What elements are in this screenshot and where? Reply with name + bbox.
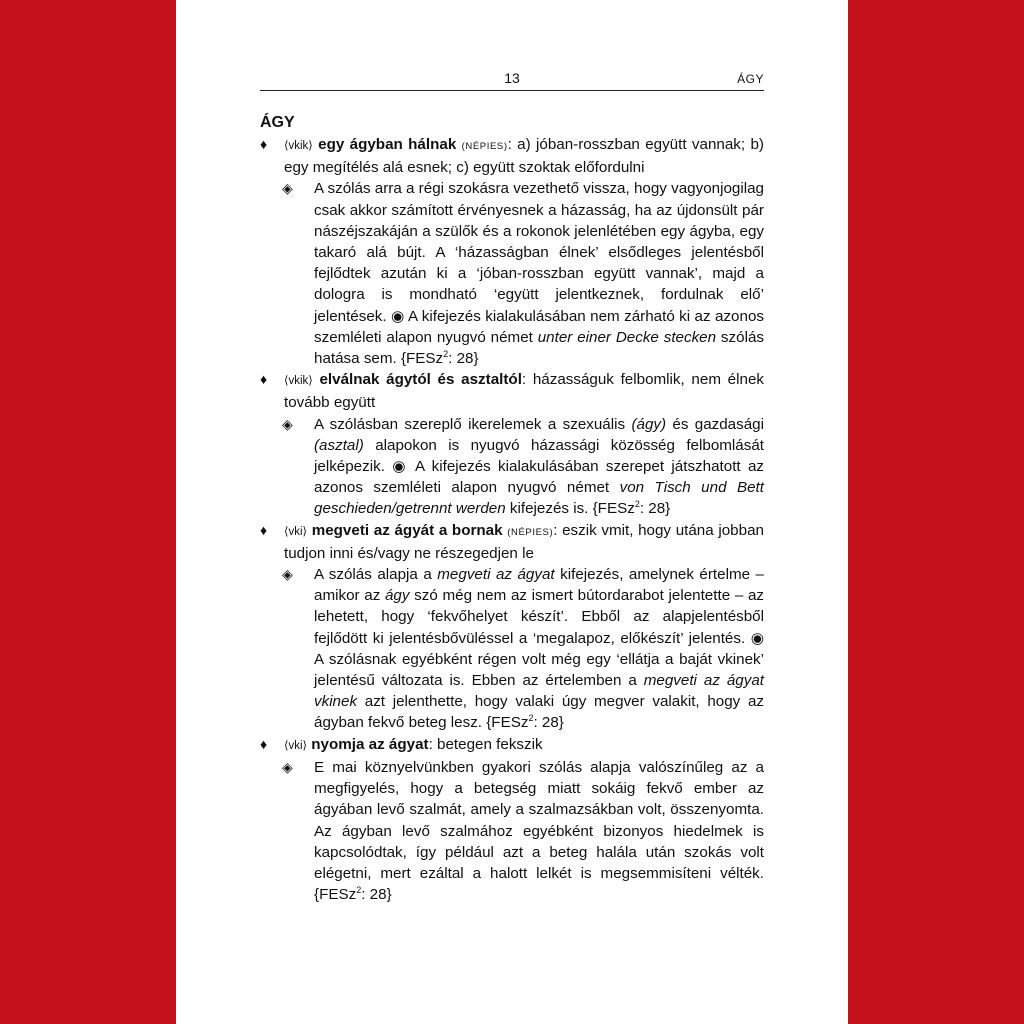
register-label: (NÉPIES) bbox=[507, 526, 554, 538]
note-diamond-icon: ◈ bbox=[282, 415, 293, 432]
explanation-text: A szólás alapja a bbox=[314, 566, 438, 584]
entry-explanation bbox=[260, 564, 764, 734]
entry-explanation bbox=[260, 178, 764, 369]
entry-phrase: egy ágyban hálnak bbox=[318, 136, 457, 153]
italic-term: (ágy) bbox=[631, 415, 667, 433]
citation-text: : 28} bbox=[639, 500, 671, 518]
headword: ÁGY bbox=[260, 114, 295, 131]
context-marker: ⟨vki⟩ bbox=[284, 739, 308, 752]
context-marker: ⟨vki⟩ bbox=[284, 525, 308, 538]
explanation-text: és gazdasági bbox=[666, 415, 764, 433]
context-marker: ⟨vkik⟩ bbox=[284, 375, 313, 388]
italic-term: (asztal) bbox=[314, 436, 364, 454]
explanation-text: azt jelenthette, hogy valaki úgy megver valakit, hogy az ágyban fekvő beteg lesz. {FESz bbox=[314, 693, 764, 732]
running-head: ÁGY bbox=[737, 72, 764, 86]
entry-phrase: megveti az ágyát a bornak bbox=[311, 521, 503, 539]
italic-term: ágy bbox=[384, 587, 410, 605]
explanation-text: szó még nem az ismert bútordarabot jelentette – az lehetett, hogy ‘fekvőhelyet készít’. Ebből az alapjelentésből fejlődött ki jelentésbővüléssel a ‘megalapoz, előkészít’ jelentés. ◉ A szólásnak egyébként régen volt még egy ‘ellátja a baját vkinek’ jelentésű változata is. Ebben az értelemben a bbox=[314, 587, 764, 690]
citation-text: : 28} bbox=[533, 714, 564, 732]
italic-term: megveti az ágyat bbox=[437, 566, 555, 584]
explanation-text: kifejezés is. {FESz bbox=[505, 500, 635, 518]
diamond-bullet-icon: ♦ bbox=[260, 735, 268, 752]
italic-term: megveti az ágyat vkinek bbox=[314, 672, 765, 711]
explanation-text: A szólásban szereplő ikerelemek a szexuális bbox=[314, 415, 632, 433]
foreign-phrase: unter einer Decke stecken bbox=[537, 328, 717, 346]
entry bbox=[260, 134, 764, 178]
explanation-text: E mai köznyelvünkben gyakori szólás alapja valószínűleg az a megfigyelés, hogy a betegség miatt sokáig fekvő ember az ágyában levő szalmát, amely a szalmazsákban volt, összenyomta. Az ágyban levő szalmához egyébként bizonyos hiedelmek is kapcsolódtak, így például azt a beteg halála után szokás volt elégetni, mert ezáltal a halott lelkét is megsemmisíteni vélték. {FESz bbox=[314, 758, 764, 904]
entry-explanation bbox=[260, 414, 764, 520]
context-marker: ⟨vkik⟩ bbox=[284, 140, 313, 152]
explanation-text: kifejezés, amelynek értelme – amikor az bbox=[314, 566, 764, 605]
entry-definition bbox=[284, 369, 764, 413]
explanation-text: alapokon is nyugvó házassági közösség felbomlását jelképezik. ◉ A kifejezés kialakulásában szerepet játszhatott az azonos szemléleti alapon nyugvó német bbox=[314, 436, 764, 497]
dictionary-content bbox=[260, 112, 764, 905]
entry-definition bbox=[284, 734, 764, 757]
note-diamond-icon: ◈ bbox=[282, 566, 293, 583]
entry bbox=[260, 734, 764, 757]
citation-text: : 28} bbox=[361, 886, 392, 904]
page-number: 13 bbox=[504, 70, 520, 86]
definition-text: : a) jóban-rosszban együtt vannak; b) egy megítélés alá esnek; c) együtt szoktak előfordulni bbox=[284, 136, 764, 177]
diamond-bullet-icon: ♦ bbox=[260, 371, 268, 388]
superscript: 2 bbox=[528, 713, 534, 724]
page-header bbox=[260, 68, 764, 91]
superscript: 2 bbox=[634, 499, 640, 510]
definition-text: : eszik vmit, hogy utána jobban tudjon inni és/vagy ne részegedjen le bbox=[284, 521, 764, 562]
entry-definition bbox=[284, 520, 764, 564]
superscript: 2 bbox=[356, 885, 362, 896]
entry bbox=[260, 369, 764, 413]
foreign-phrase: von Tisch und Bett geschieden/getrennt werden bbox=[314, 479, 764, 518]
citation-text: : 28} bbox=[448, 350, 479, 368]
note-diamond-icon: ◈ bbox=[282, 758, 293, 775]
diamond-bullet-icon: ♦ bbox=[260, 136, 268, 152]
entry bbox=[260, 520, 764, 564]
explanation-text: A szólás arra a régi szokásra vezethető vissza, hogy vagyonjogilag csak akkor számított érvényesnek a házasság, ha az újdonsült pár nászéjszakáján a szülők és a rokonok jelenlétében egy ágyba, egy takaró alá bújt. A ‘házasságban élnek’ elsődleges jelentésből fejlődtek azután ki a ‘jóban-rosszban együtt vannak’, majd a dologra is mondható ‘együtt jelentkeznek, fordulnak elő’ jelentések. ◉ A kifejezés kialakulásában nem zárható ki az azonos szemléleti alapon nyugvó német bbox=[314, 180, 764, 346]
entry-phrase: nyomja az ágyat bbox=[311, 735, 429, 753]
entry-phrase: elválnak ágytól és asztaltól bbox=[319, 371, 522, 389]
explanation-text: szólás hatása sem. {FESz bbox=[314, 328, 764, 368]
entry-explanation bbox=[260, 757, 764, 905]
superscript: 2 bbox=[443, 348, 449, 359]
register-label: (NÉPIES) bbox=[461, 141, 508, 152]
definition-text: : betegen fekszik bbox=[428, 735, 543, 753]
entry-definition bbox=[284, 134, 764, 178]
diamond-bullet-icon: ♦ bbox=[260, 521, 268, 538]
book-page bbox=[176, 0, 848, 1024]
note-diamond-icon: ◈ bbox=[282, 180, 293, 197]
definition-text: : házasságuk felbomlik, nem élnek tovább együtt bbox=[284, 371, 764, 412]
